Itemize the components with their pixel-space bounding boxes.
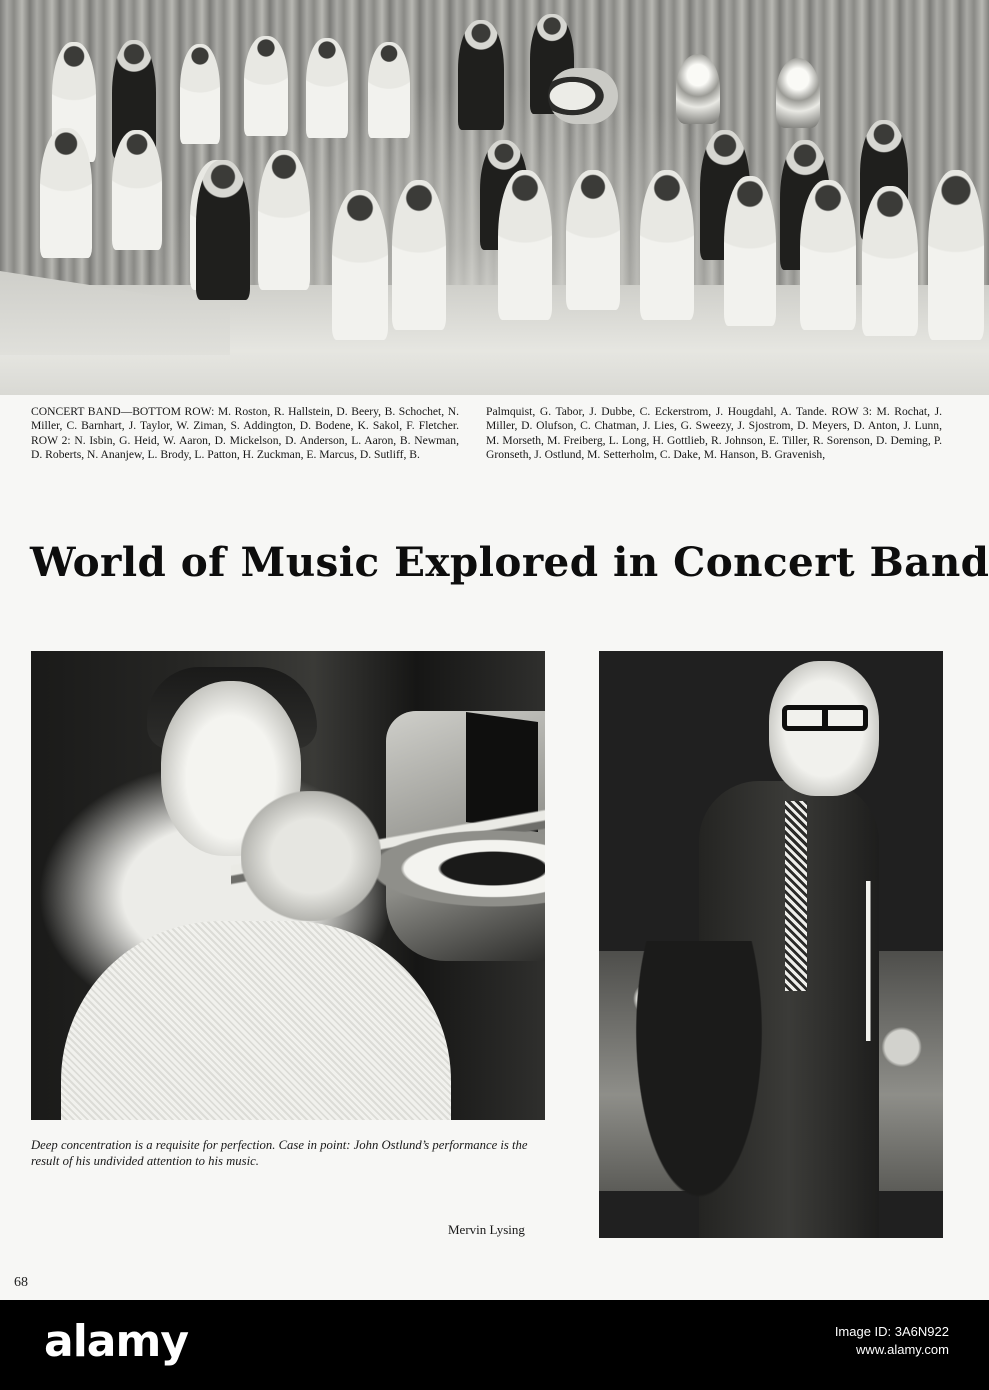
stock-info — [835, 1323, 949, 1359]
foreground-musician — [619, 941, 779, 1238]
stock-url[interactable]: www.alamy.com — [856, 1342, 949, 1357]
player-hands — [241, 791, 381, 921]
band-member — [368, 42, 410, 138]
trombone — [854, 881, 884, 1041]
band-member — [196, 160, 250, 300]
director-glasses — [782, 705, 868, 731]
stock-image-id: Image ID: 3A6N922 — [834, 1324, 949, 1339]
band-member — [112, 130, 162, 250]
band-member — [566, 170, 620, 310]
band-member — [862, 186, 918, 336]
page-number: 68 — [14, 1275, 28, 1290]
band-member — [498, 170, 552, 320]
tuba-bell — [676, 54, 720, 124]
director-tie — [785, 801, 807, 991]
band-member — [800, 180, 856, 330]
band-member — [332, 190, 388, 340]
page-headline: World of Music Explored in Concert Band — [30, 538, 989, 586]
band-member — [258, 150, 310, 290]
band-member — [306, 38, 348, 138]
bass-drum — [548, 68, 618, 124]
stock-logo: alamy — [44, 1316, 188, 1367]
director-photo — [599, 651, 943, 1238]
band-member — [928, 170, 984, 340]
player-shirt — [61, 921, 451, 1120]
band-member — [180, 44, 220, 144]
band-member — [640, 170, 694, 320]
trumpet-photo-caption: Deep concentration is a requisite for perfection. Case in point: John Ostlund’s performance is the result of his undivided attention to his music. — [31, 1138, 528, 1168]
band-roster-caption-right: Palmquist, G. Tabor, J. Dubbe, C. Eckerstrom, J. Hougdahl, A. Tande. ROW 3: M. Rochat, J. Miller, D. Olufson, C. Chatman, J. Lies, G. Sweezy, J. Sjostrom, D. Meyers, D. Anton, J. Lunn, M. Morseth, M. Freiberg, L. Long, H. Gottlieb, R. Johnson, E. Tiller, R. Sorenson, D. Deming, P. Gronseth, J. Ostlund, M. Setterholm, C. Dake, M. Hanson, B. Gravenish, — [486, 405, 942, 462]
concert-band-group-photo — [0, 0, 989, 395]
band-member — [40, 128, 92, 258]
trumpet-player-photo — [31, 651, 545, 1120]
band-member — [392, 180, 446, 330]
tuba-bell — [776, 58, 820, 128]
band-member — [244, 36, 288, 136]
director-name-credit: Mervin Lysing — [448, 1222, 525, 1237]
band-member — [458, 20, 504, 130]
band-member — [724, 176, 776, 326]
band-roster-caption-left: CONCERT BAND—BOTTOM ROW: M. Roston, R. Hallstein, D. Beery, B. Schochet, N. Miller, C. Barnhart, J. Taylor, W. Ziman, S. Addington, D. Bodene, K. Sakol, F. Fletcher. ROW 2: N. Isbin, G. Heid, W. Aaron, D. Mickelson, D. Anderson, L. Aaron, B. Newman, D. Roberts, N. Ananjew, L. Brody, L. Patton, H. Zuckman, E. Marcus, D. Sutliff, B. — [31, 405, 459, 462]
